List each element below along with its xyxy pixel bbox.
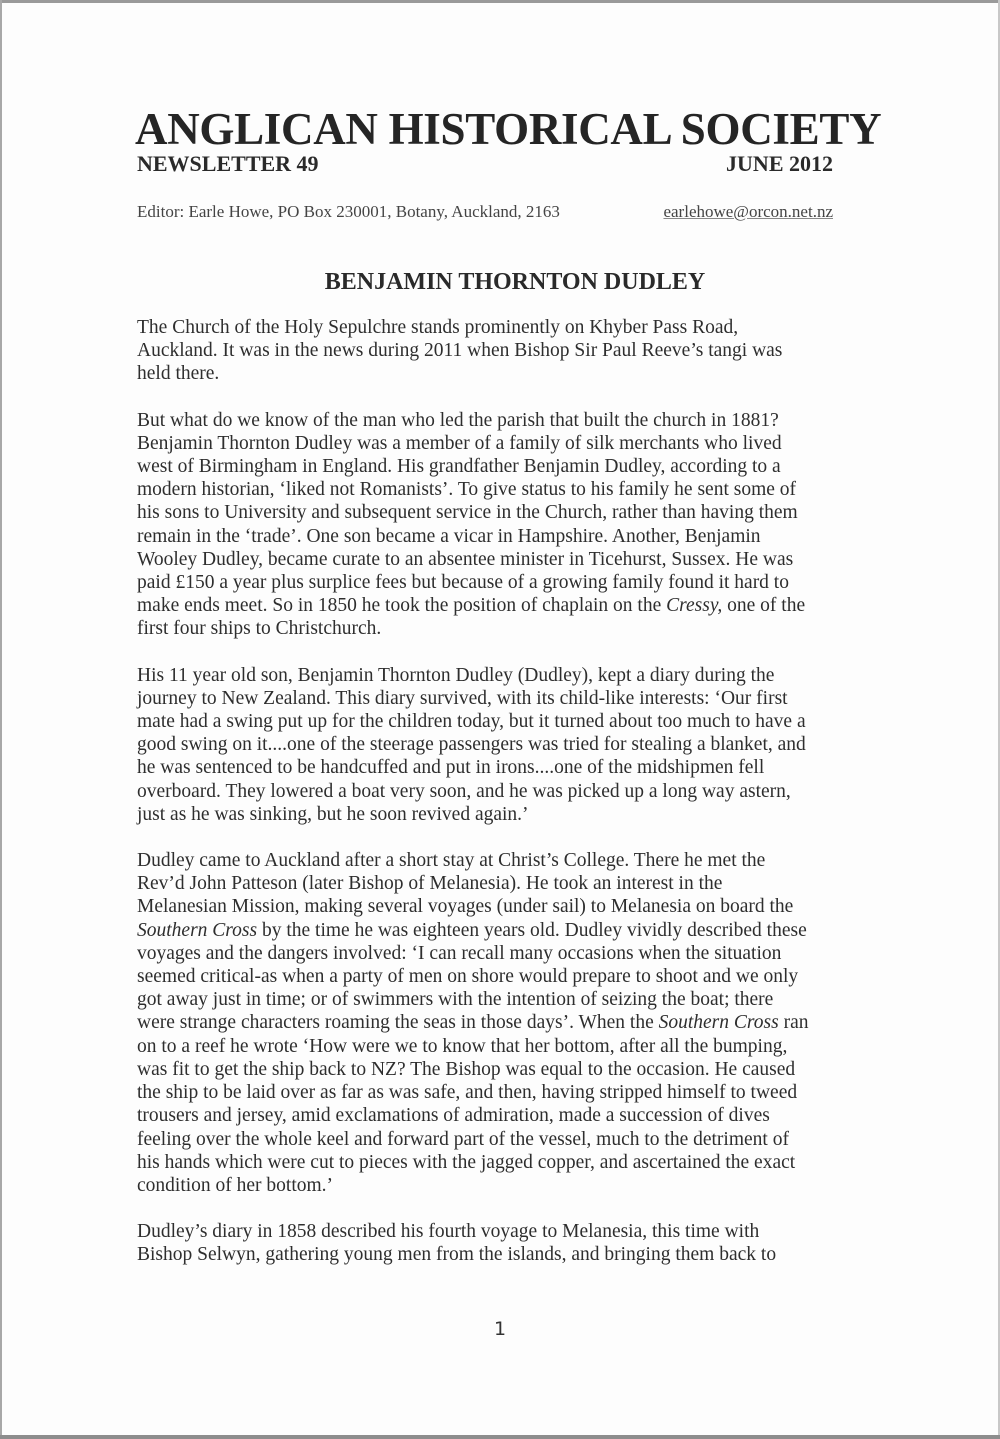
editor-email-link[interactable]: earlehowe@orcon.net.nz — [663, 202, 833, 221]
text-line: his sons to University and subsequent service in the Church, rather than having them — [137, 502, 798, 524]
paragraph-4 — [137, 849, 857, 1197]
text-line: Wooley Dudley, became curate to an absentee minister in Ticehurst, Sussex. He was — [137, 548, 794, 570]
text-line — [137, 1011, 857, 1034]
text-line: Dudley’s diary in 1858 described his fourth voyage to Melanesia, this time with — [137, 1221, 760, 1243]
text-line: feeling over the whole keel and forward part of the vessel, much to the detriment of — [137, 1128, 789, 1150]
issue-date: JUNE 2012 — [726, 151, 833, 176]
paragraph-3 — [137, 664, 857, 826]
text-line: first four ships to Christchurch. — [137, 618, 382, 640]
masthead-title: ANGLICAN HISTORICAL SOCIETY — [135, 104, 882, 154]
text-line: on to a reef he wrote ‘How were we to know that her bottom, after all the bumping, — [137, 1035, 788, 1057]
article-title: BENJAMIN THORNTON DUDLEY — [324, 269, 706, 295]
text-line: remain in the ‘trade’. One son became a vicar in Hampshire. Another, Benjamin — [137, 525, 761, 547]
scan-border-left — [0, 0, 2, 1439]
editor-address: Editor: Earle Howe, PO Box 230001, Botany, Auckland, 2163 — [137, 202, 560, 221]
text-line: journey to New Zealand. This diary survived, with its child-like interests: ‘Our first — [137, 687, 788, 709]
text-line: west of Birmingham in England. His grandfather Benjamin Dudley, according to a — [137, 456, 781, 478]
text-run: ran — [778, 1012, 809, 1034]
editor-row — [137, 200, 833, 224]
newsletter-number: NEWSLETTER 49 — [137, 151, 319, 176]
text-line: trousers and jersey, amid exclamations of admiration, made a succession of dives — [137, 1105, 770, 1127]
text-line: But what do we know of the man who led the parish that built the church in 1881? — [137, 409, 779, 431]
text-line: paid £150 a year plus surplice fees but because of a growing family found it hard to — [137, 572, 789, 594]
text-line: got away just in time; or of swimmers with the intention of seizing the boat; there — [137, 989, 774, 1011]
text-line: was fit to get the ship back to NZ? The Bishop was equal to the occasion. He caused — [137, 1058, 796, 1080]
text-line: Bishop Selwyn, gathering young men from the islands, and bringing them back to — [137, 1244, 777, 1266]
text-line: condition of her bottom.’ — [137, 1174, 334, 1196]
text-line: overboard. They lowered a boat very soon, and he was picked up a long way astern, — [137, 780, 791, 802]
text-line: Rev’d John Patteson (later Bishop of Melanesia). He took an interest in the — [137, 873, 723, 895]
text-line: The Church of the Holy Sepulchre stands prominently on Khyber Pass Road, — [137, 317, 739, 338]
text-run: were strange characters roaming the seas in those days’. When the — [137, 1012, 659, 1034]
text-line: good swing on it....one of the steerage passengers was tried for stealing a blanket, and — [137, 734, 806, 756]
paragraph-5 — [137, 1220, 857, 1266]
ship-name-cressy: Cressy, — [666, 595, 723, 617]
text-run: make ends meet. So in 1850 he took the position of chaplain on the — [137, 595, 667, 617]
paragraph-2 — [137, 409, 857, 641]
text-line: Dudley came to Auckland after a short stay at Christ’s College. There he met the — [137, 850, 766, 872]
text-line: held there. — [137, 363, 220, 385]
text-line — [137, 594, 857, 617]
ship-name-southern-cross: Southern Cross — [658, 1012, 779, 1034]
text-line: modern historian, ‘liked not Romanists’. To give status to his family he sent some of — [137, 479, 797, 501]
text-line: the ship to be laid over as far as was safe, and then, having stripped himself to tweed — [137, 1082, 798, 1104]
text-line — [137, 919, 857, 942]
text-line: his hands which were cut to pieces with the jagged copper, and ascertained the exact — [137, 1151, 796, 1173]
scan-border-bottom — [0, 1435, 1000, 1439]
text-line: Melanesian Mission, making several voyages (under sail) to Melanesia on board the — [137, 896, 794, 918]
paragraph-1 — [137, 316, 857, 386]
ship-name-southern-cross: Southern Cross — [137, 919, 258, 941]
issue-row — [137, 150, 833, 178]
scan-border-top — [0, 0, 1000, 3]
text-line: he was sentenced to be handcuffed and put in irons....one of the midshipmen fell — [137, 757, 765, 779]
text-run: by the time he was eighteen years old. Dudley vividly described these — [257, 919, 807, 941]
text-line: Auckland. It was in the news during 2011 when Bishop Sir Paul Reeve’s tangi was — [137, 340, 783, 362]
text-run: one of the — [722, 595, 806, 617]
text-line: Benjamin Thornton Dudley was a member of a family of silk merchants who lived — [137, 432, 782, 454]
text-line: His 11 year old son, Benjamin Thornton Dudley (Dudley), kept a diary during the — [137, 664, 775, 686]
text-line: just as he was sinking, but he soon revived again.’ — [137, 803, 529, 825]
page-number: 1 — [493, 1318, 507, 1340]
text-line: seemed critical-as when a party of men on shore would prepare to shoot and we only — [137, 966, 799, 988]
article-body — [137, 316, 857, 1290]
text-line: voyages and the dangers involved: ‘I can recall many occasions when the situation — [137, 942, 782, 964]
text-line: mate had a swing put up for the children today, but it turned about too much to have a — [137, 711, 806, 733]
